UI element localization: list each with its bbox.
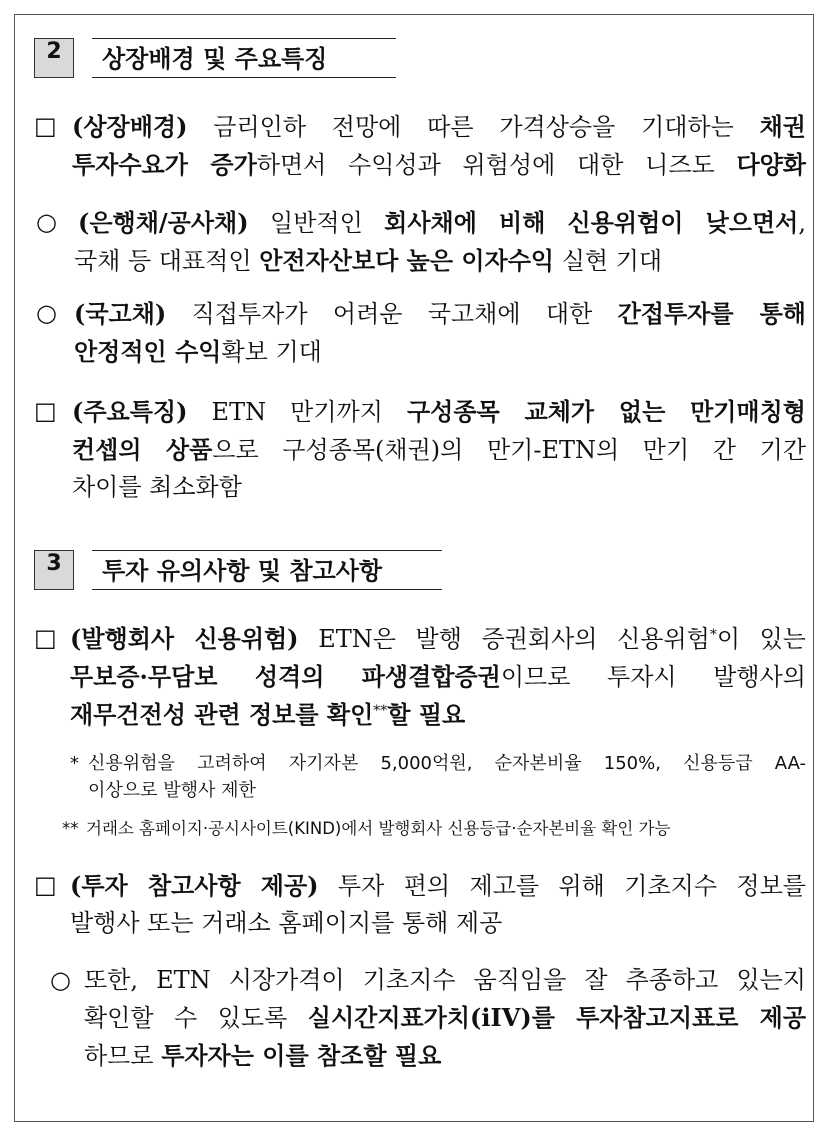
text-line: (상장배경) 금리인하 전망에 따른 가격상승을 기대하는 채권 [72, 112, 806, 141]
footnote-line: 거래소 홈페이지·공시사이트(KIND)에서 발행회사 신용등급·순자본비율 확인 가능 [86, 819, 671, 838]
square-bullet-icon: □ [34, 397, 57, 425]
text-line: 재무건전성 관련 정보를 확인**할 필요 [70, 700, 466, 729]
text-line: (주요특징) ETN 만기까지 구성종목 교체가 없는 만기매칭형 [72, 397, 806, 426]
paragraph-investment-reference [34, 867, 806, 942]
square-bullet-icon: □ [34, 112, 57, 140]
section-number: 2 [34, 38, 74, 78]
paragraph-listing-background [34, 108, 806, 184]
paragraph-bank-public-bonds [34, 204, 806, 280]
text-line: 국채 등 대표적인 안전자산보다 높은 이자수익 실현 기대 [74, 246, 663, 275]
text-line: 컨셉의 상품으로 구성종목(채권)의 만기-ETN의 만기 간 기간 [72, 435, 806, 464]
circle-bullet-icon: ○ [50, 966, 71, 994]
section-title: 투자 유의사항 및 참고사항 [92, 550, 442, 590]
section-3-header [34, 550, 442, 592]
section-number: 3 [34, 550, 74, 590]
text-line: 또한, ETN 시장가격이 기초지수 움직임을 잘 추종하고 있는지 [84, 966, 806, 994]
text-line: (발행회사 신용위험) ETN은 발행 증권회사의 신용위험*이 있는 [70, 624, 806, 653]
text-line: 하므로 투자자는 이를 참조할 필요 [84, 1041, 442, 1070]
circle-bullet-icon: ○ [36, 208, 57, 236]
square-bullet-icon: □ [34, 871, 57, 899]
text-line: 차이를 최소화함 [72, 473, 242, 501]
section-2-header [34, 38, 396, 80]
text-line: (투자 참고사항 제공) 투자 편의 제고를 위해 기초지수 정보를 [70, 871, 806, 900]
square-bullet-icon: □ [34, 624, 57, 652]
footnote [62, 815, 806, 842]
text-line: 안정적인 수익확보 기대 [74, 337, 322, 366]
circle-bullet-icon: ○ [36, 299, 57, 327]
footnote-mark: ** [62, 819, 79, 838]
footnote [70, 750, 806, 804]
text-line: 발행사 또는 거래소 홈페이지를 통해 제공 [70, 909, 503, 937]
paragraph-treasury-bonds [34, 295, 806, 371]
paragraph-iiv [50, 962, 806, 1075]
paragraph-key-features [34, 393, 806, 506]
footnote-mark: * [70, 753, 79, 774]
text-line: 확인할 수 있도록 실시간지표가치(iIV)를 투자참고지표로 제공 [84, 1003, 806, 1032]
footnote-line: 신용위험을 고려하여 자기자본 5,000억원, 순자본비율 150%, 신용등급 AA- [88, 753, 806, 774]
text-line: (국고채) 직접투자가 어려운 국고채에 대한 간접투자를 통해 [74, 299, 806, 328]
footnote-line: 이상으로 발행사 제한 [88, 780, 256, 801]
text-line: 투자수요가 증가하면서 수익성과 위험성에 대한 니즈도 다양화 [72, 150, 806, 179]
text-line: 무보증·무담보 성격의 파생결합증권이므로 투자시 발행사의 [70, 662, 806, 691]
section-title: 상장배경 및 주요특징 [92, 38, 396, 78]
paragraph-issuer-credit-risk [34, 620, 806, 734]
text-line: (은행채/공사채) 일반적인 회사채에 비해 신용위험이 낮으면서, [78, 208, 806, 237]
